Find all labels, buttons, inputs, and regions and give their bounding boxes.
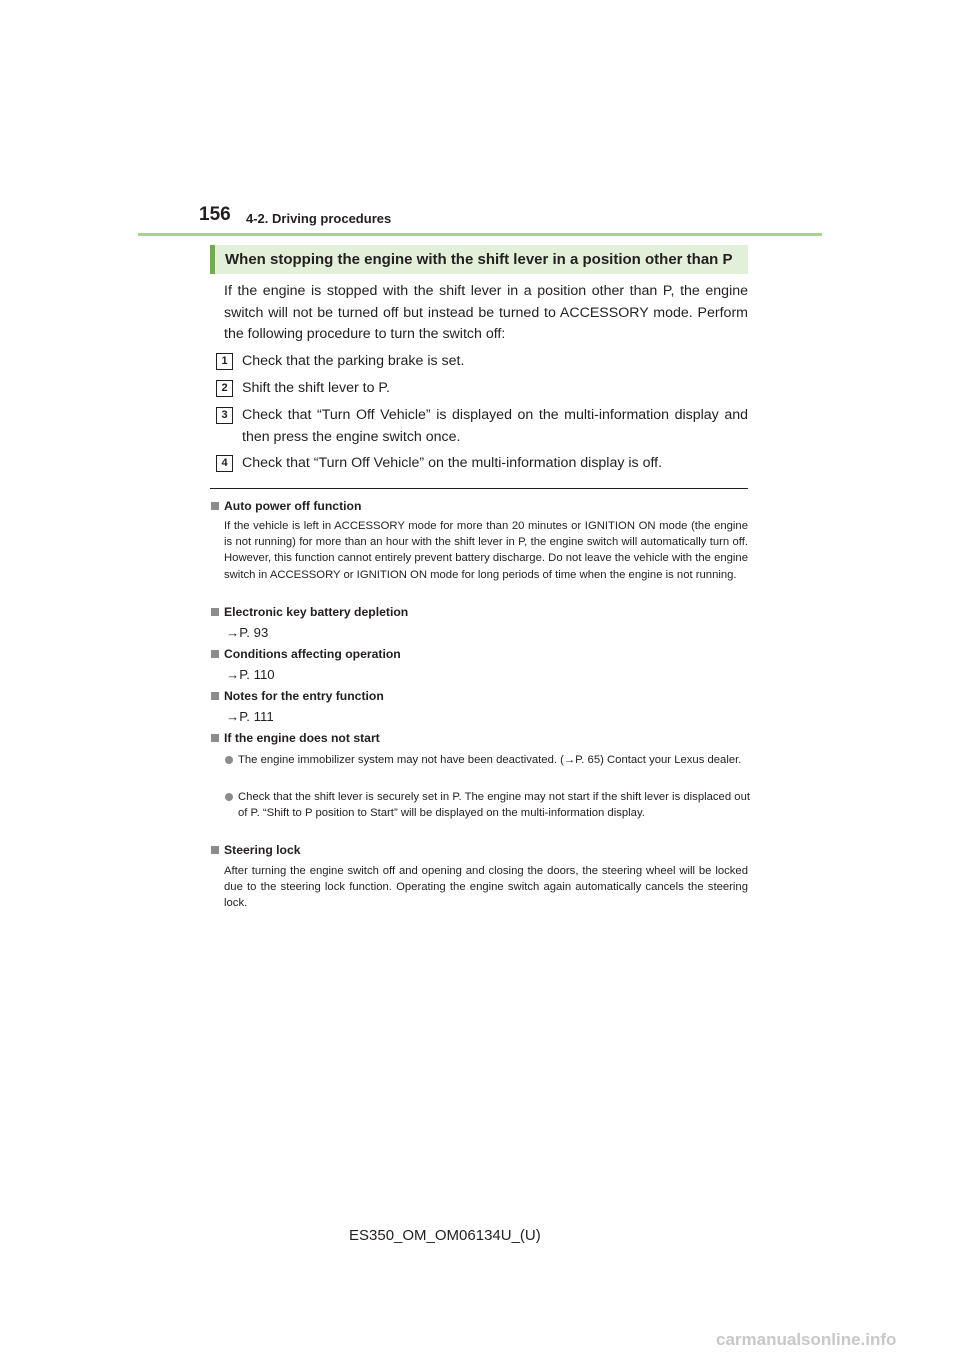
watermark: carmanualsonline.info: [716, 1330, 897, 1349]
square-bullet-icon: [211, 650, 219, 658]
page-header: [138, 200, 822, 236]
step-number: 4: [216, 455, 233, 472]
document-code: ES350_OM_OM06134U_(U): [349, 1227, 541, 1244]
step-text: Check that the parking brake is set.: [242, 353, 465, 369]
note-title-entry-function: Notes for the entry function: [211, 689, 384, 703]
page-number: 156: [199, 204, 231, 225]
page-reference[interactable]: →P. 111: [226, 709, 274, 724]
note-title-conditions: Conditions affecting operation: [211, 647, 401, 661]
step-text: Shift the shift lever to P.: [242, 380, 390, 396]
square-bullet-icon: [211, 692, 219, 700]
section-divider: [210, 488, 748, 489]
step-text: Check that “Turn Off Vehicle” is displayed on the multi-information display and then press the engine switch once.: [242, 407, 748, 445]
intro-paragraph: If the engine is stopped with the shift lever in a position other than P, the engine switch will not be turned off but instead be turned to ACCESSORY mode. Perform the following procedure to turn the switch off:: [224, 283, 748, 342]
page-reference[interactable]: →P. 93: [226, 625, 269, 640]
header-rule: [138, 233, 822, 236]
step-number: 1: [216, 353, 233, 370]
step-number: 3: [216, 407, 233, 424]
section-title: 4-2. Driving procedures: [246, 211, 392, 226]
note-title-auto-power-off: Auto power off function: [211, 499, 361, 513]
square-bullet-icon: [211, 846, 219, 854]
square-bullet-icon: [211, 734, 219, 742]
note-body-auto-power-off: If the vehicle is left in ACCESSORY mode for more than 20 minutes or IGNITION ON mode (the engine is not running) for more than an hour with the shift lever in P, the engine switch will automatically turn off. However, this function cannot entirely prevent battery discharge. Do not leave the vehicle with the engine switch in ACCESSORY or IGNITION ON mode for long periods of time when the engine is not running.: [224, 520, 748, 581]
square-bullet-icon: [211, 608, 219, 616]
note-body-steering-lock: After turning the engine switch off and opening and closing the doors, the steering wheel will be locked due to the steering lock function. Operating the engine switch again automatically cancels the steering lock.: [224, 865, 748, 910]
step-text: Check that “Turn Off Vehicle” on the multi-information display is off.: [242, 455, 663, 471]
section-heading: When stopping the engine with the shift lever in a position other than P: [225, 251, 733, 268]
note-title-steering-lock: Steering lock: [211, 843, 301, 857]
round-bullet-icon: [225, 756, 233, 764]
section-heading-box: [210, 245, 748, 274]
page-reference[interactable]: →P. 110: [226, 667, 275, 682]
round-bullet-icon: [225, 793, 233, 801]
note-title-no-start: If the engine does not start: [211, 731, 380, 745]
square-bullet-icon: [211, 502, 219, 510]
note-title-key-battery: Electronic key battery depletion: [211, 605, 408, 619]
step-number: 2: [216, 380, 233, 397]
